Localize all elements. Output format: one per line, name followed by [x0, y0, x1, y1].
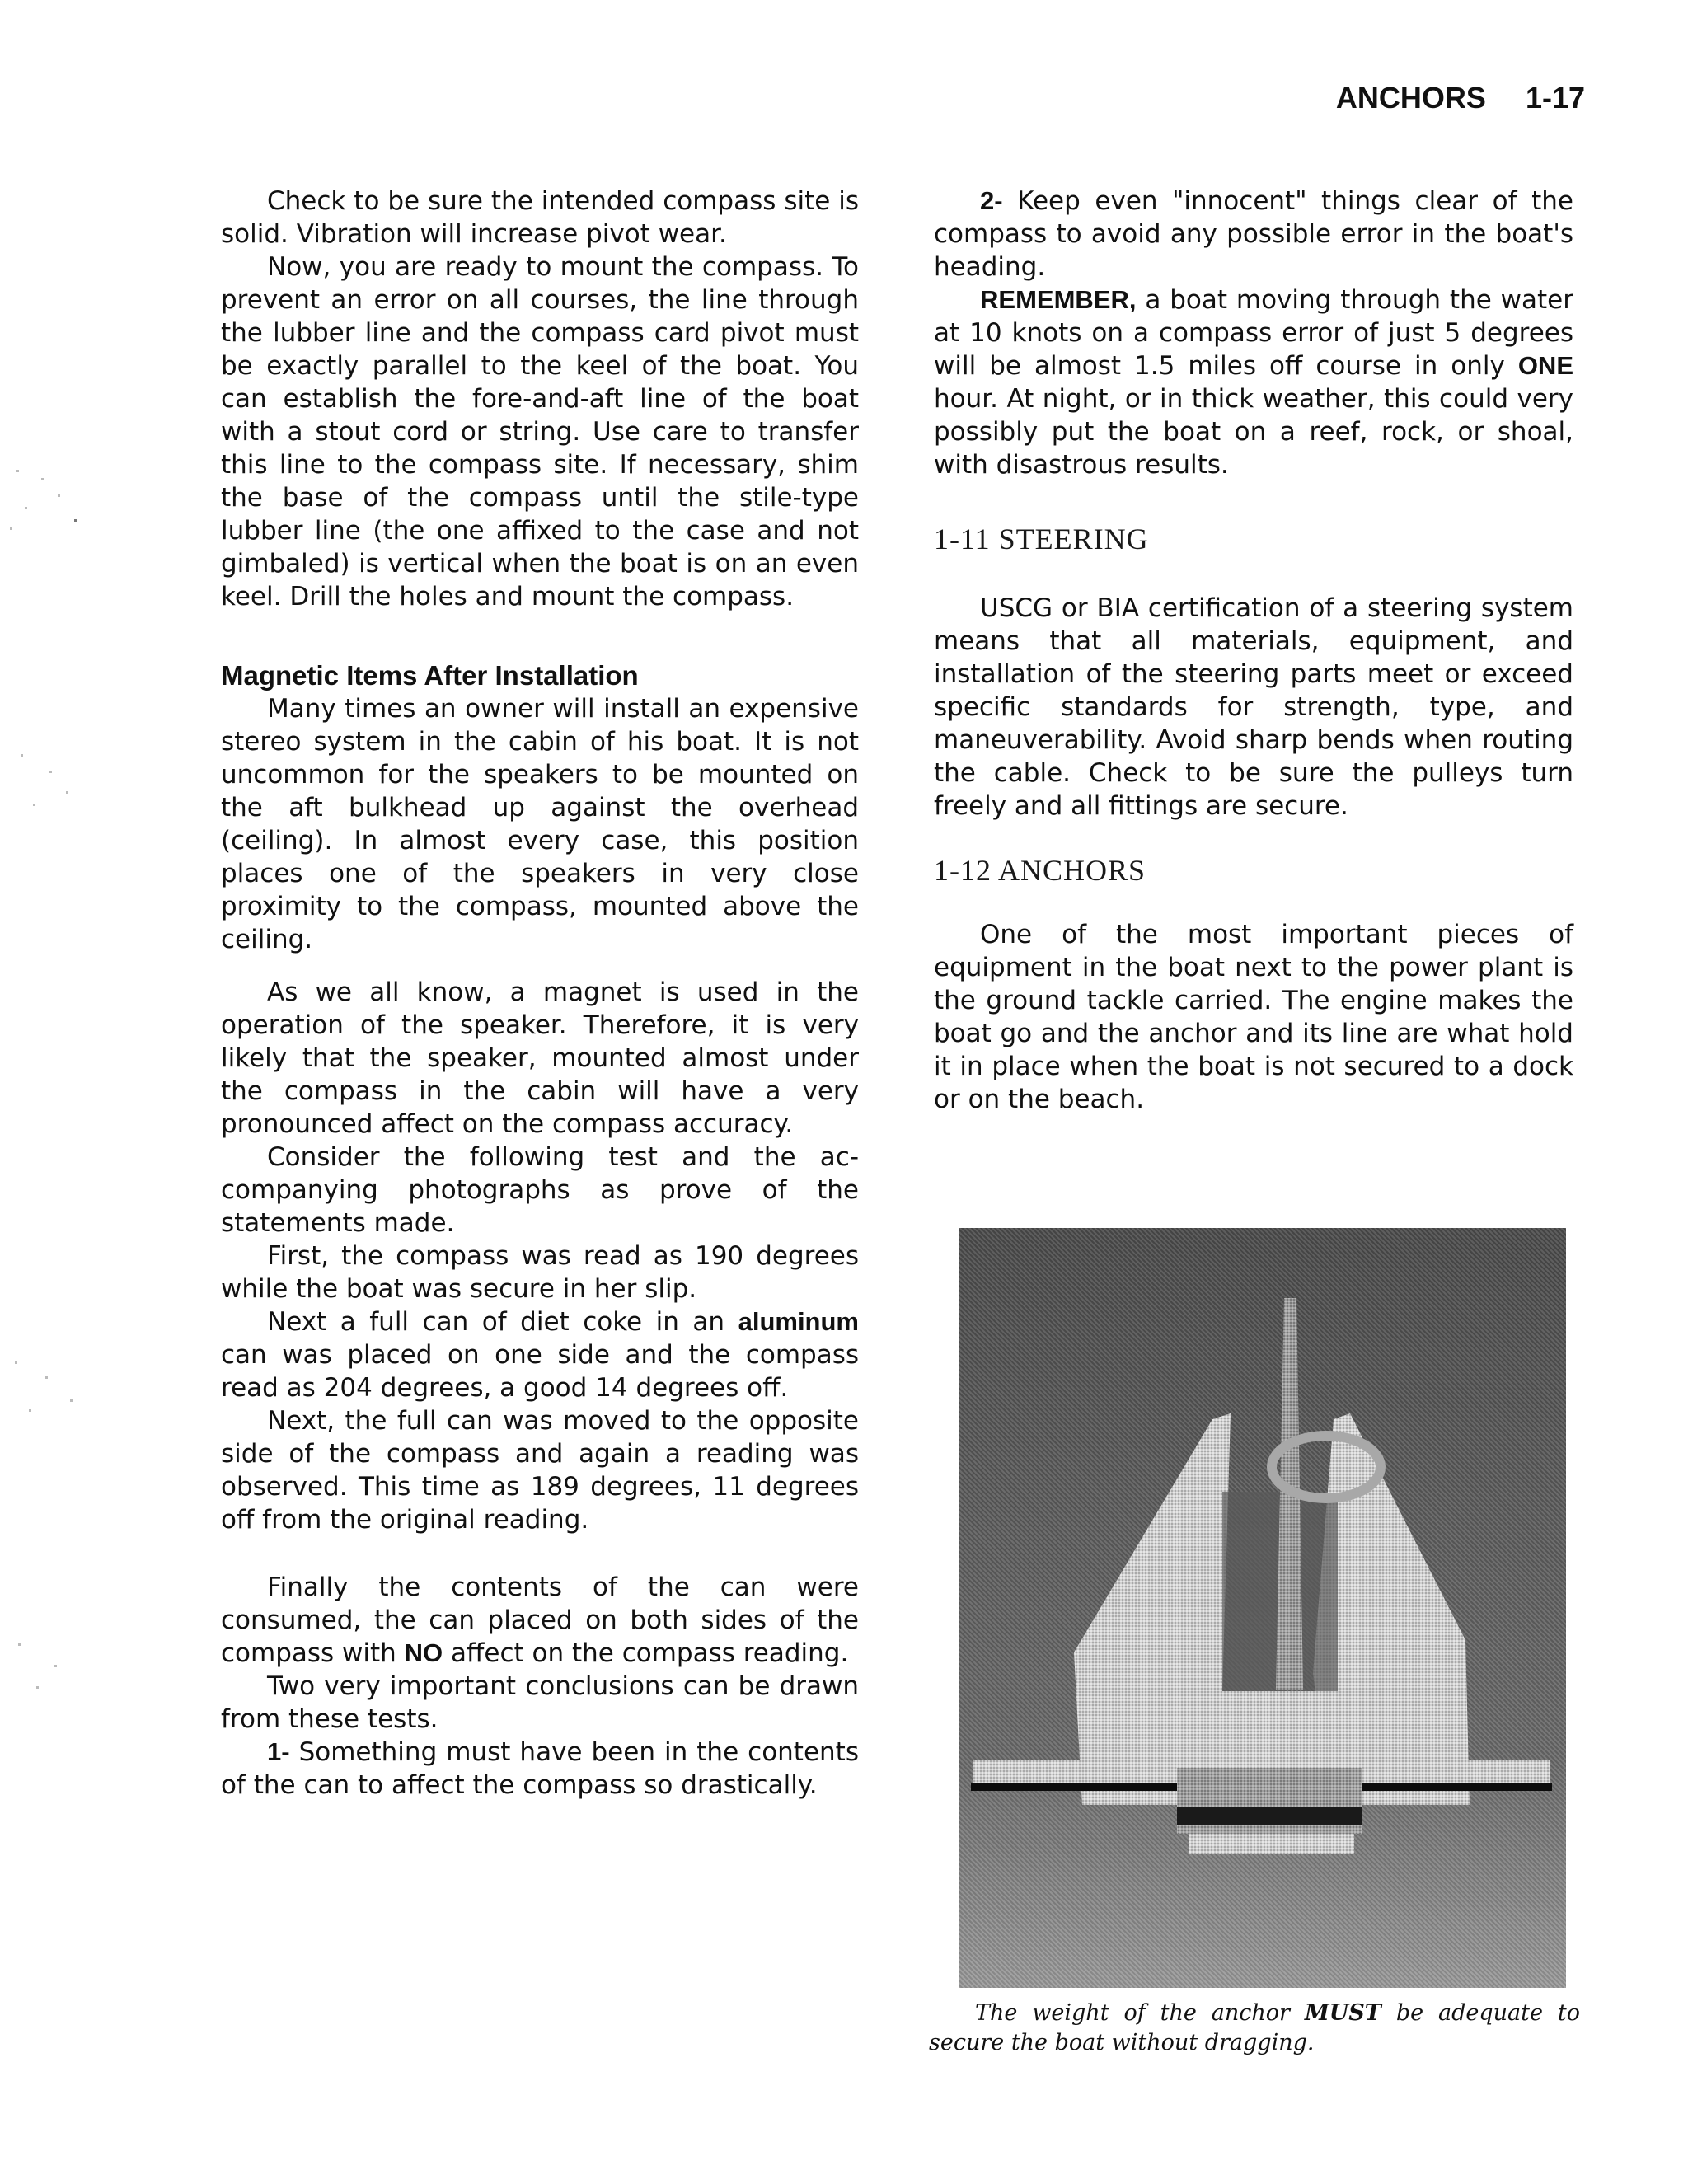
paragraph-conclusion-2: 2- Keep even "innocent" things clear of the compass to avoid any possible error in the boat's heading. — [934, 186, 1573, 282]
paragraph-opposite-side: Next, the full can was moved to the opposite side of the compass and again a reading was observed. This time as 189 degrees, 11 degrees off from the original reading. — [221, 1406, 859, 1535]
page-number: 1-17 — [1525, 81, 1585, 115]
paragraph-conclusion-1: 1- Something must have been in the contents of the can to affect the compass so drastically. — [221, 1737, 859, 1800]
paragraph-anchors: One of the most important pieces of equipment in the boat next to the power plant is the ground tackle carried. The engine makes the boat go and the anchor and its line are what hold it in place when the boat is not secured to a dock or on the beach. — [934, 920, 1573, 1114]
paragraph-compass-site: Check to be sure the intended compass site is solid. Vibration will increase pivot wear. — [221, 186, 859, 249]
emphasis-one: ONE — [1517, 351, 1573, 380]
paragraph-steering: USCG or BIA certification of a steering system means that all materials, equipment, and installation of the steering parts meet or exceed specific standards for strength, type, and maneuverability. Avoid sharp bends when routing the cable. Check to be sure the pulleys turn freely and all fittings are secure. — [934, 593, 1573, 821]
scan-speckle — [0, 1632, 99, 1706]
list-number-2: 2- — [980, 186, 1003, 215]
emphasis-remember: REMEMBER, — [980, 285, 1137, 314]
scan-speckle — [0, 742, 99, 816]
right-column — [934, 185, 1573, 1116]
section-heading-steering: 1-11 STEERING — [934, 523, 1149, 555]
emphasis-aluminum: aluminum — [738, 1307, 859, 1336]
running-head-title: ANCHORS — [1335, 81, 1486, 115]
paragraph-remember: REMEMBER, a boat moving through the water at 10 knots on a compass error of just 5 degrees will be almost 1.5 miles off course in only ONE hour. At night, or in thick weather, this could very possibly put the boat on a reef, rock, or shoal, with disastrous results. — [934, 285, 1573, 480]
paragraph-stereo: Many times an owner will install an expensive stereo system in the cabin of his boat. It is not uncommon for the speakers to be mounted on the aft bulkhead up against the overhead (ceiling). In almost every case, this position places one of the speakers in very close proximity to the compass, mounted above the ceiling. — [221, 694, 859, 954]
left-column — [221, 185, 859, 1802]
emphasis-no: NO — [404, 1638, 443, 1667]
scan-speckle — [0, 462, 99, 536]
paragraph-contents-consumed: Finally the contents of the can were consumed, the can placed on both sides of the compass with NO affect on the compass reading. — [221, 1572, 859, 1668]
emphasis-must: MUST — [1304, 2000, 1381, 2026]
paragraph-conclusions: Two very important conclusions can be drawn from these tests. — [221, 1671, 859, 1734]
paragraph-mount-compass: Now, you are ready to mount the compass. To prevent an error on all courses, the line through the lubber line and the compass card pivot must be exactly parallel to the keel of the boat. You can establish the fore-and-aft line of the boat with a stout cord or string. Use care to transfer this line to the compass site. If necessary, shim the base of the compass until the stile-type lubber line (the one affixed to the case and not gimbaled) is vertical when the boat is on an even keel. Drill the holes and mount the compass. — [221, 252, 859, 612]
scan-speckle — [0, 1352, 99, 1426]
paragraph-consider-test: Consider the following test and the accompanying photographs as prove of the statements made. — [221, 1142, 859, 1238]
subheading-magnetic-items: Magnetic Items After Installation — [221, 660, 639, 691]
anchor-photo — [959, 1228, 1566, 1988]
paragraph-aluminum-can: Next a full can of diet coke in an aluminum can was placed on one side and the compass read as 204 degrees, a good 14 degrees off. — [221, 1307, 859, 1403]
danforth-anchor-icon — [959, 1228, 1566, 1988]
section-heading-anchors: 1-12 ANCHORS — [934, 854, 1146, 887]
paragraph-magnet-speaker: As we all know, a magnet is used in the operation of the speaker. Therefore, it is very likely that the speaker, mounted almost under the compass in the cabin will have a very pronounced affect on the compass accuracy. — [221, 977, 859, 1139]
paragraph-first-reading: First, the compass was read as 190 degrees while the boat was secure in her slip. — [221, 1241, 859, 1304]
running-head — [1336, 81, 1585, 115]
figure-caption: The weight of the anchor MUST be adequate to secure the boat without dragging. — [929, 2000, 1580, 2055]
list-number-1: 1- — [267, 1737, 290, 1766]
